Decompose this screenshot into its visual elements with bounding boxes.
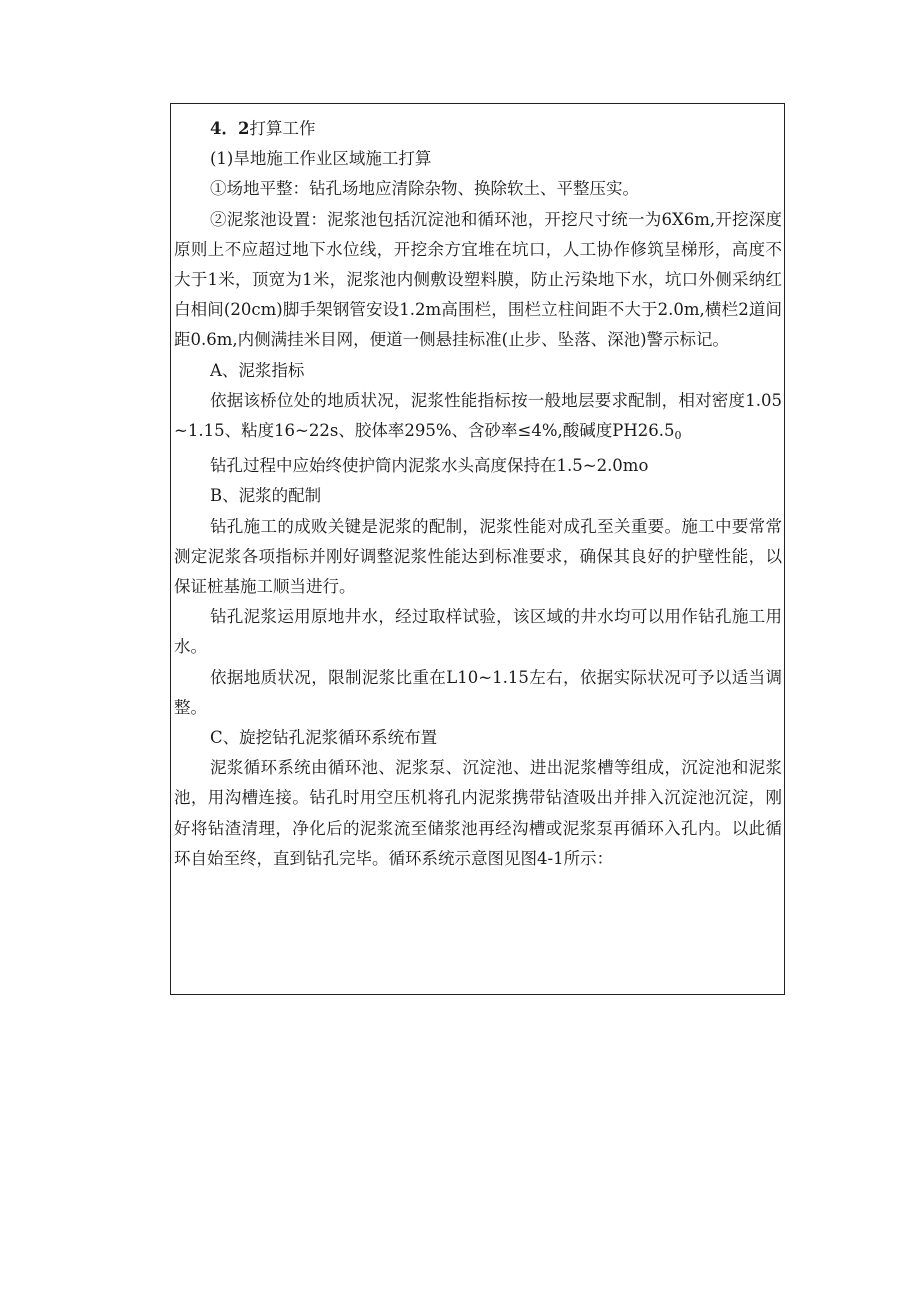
paragraph-site-leveling: ①场地平整：钻孔场地应清除杂物、换除软土、平整压实。 [210, 179, 639, 199]
section-number: 4．2 [210, 119, 250, 138]
mud-spec-subscript: 0 [674, 429, 682, 443]
document-frame [170, 103, 785, 995]
paragraph-dryland-plan: (1)旱地施工作业区域施工打算 [210, 149, 432, 169]
section-heading [174, 114, 782, 144]
paragraph-mud-pit-setup: ②泥浆池设置：泥浆池包括沉淀池和循环池，开挖尺寸统一为6X6m,开挖深度原则上不应超过地下水位线，开挖余方宜堆在坑口，人工协作修筑呈梯形，高度不大于1米，顶宽为1米，泥浆池内侧敷设塑料膜，防止污染地下水，坑口外侧采纳红白相间(20cm)脚手架钢管安设1.2m高围栏，围栏立柱间距不大于2.0m,横栏2道间距0.6m,内侧满挂米目网，便道一侧悬挂标准(止步、坠落、深池)警示标记。 [174, 209, 782, 350]
subheading-mud-preparation: B、泥浆的配制 [210, 486, 322, 506]
mud-spec-text: 依据该桥位处的地质状况，泥浆性能指标按一般地层要求配制，相对密度1.05~1.15、粘度16~22s、胶体率295%、含砂率≤4%,酸碱度PH26.5 [174, 390, 782, 441]
paragraph-mud-spec [174, 386, 782, 451]
document-content [174, 114, 782, 874]
paragraph-mud-key: 钻孔施工的成败关键是泥浆的配制，泥浆性能对成孔至关重要。施工中要常常测定泥浆各项指标并刚好调整泥浆性能达到标准要求，确保其良好的护壁性能，以保证桩基施工顺当进行。 [174, 516, 782, 597]
subheading-mud-indicators: A、泥浆指标 [210, 360, 305, 380]
paragraph-water-head: 钻孔过程中应始终使护筒内泥浆水头高度保持在1.5~2.0mo [210, 456, 649, 476]
paragraph-circulation-system: 泥浆循环系统由循环池、泥浆泵、沉淀池、进出泥浆槽等组成，沉淀池和泥浆池，用沟槽连接。钻孔时用空压机将孔内泥浆携带钻渣吸出并排入沉淀池沉淀，刚好将钻渣清理，净化后的泥浆流至储浆池再经沟槽或泥浆泵再循环入孔内。以此循环自始至终，直到钻孔完毕。循环系统示意图见图4-1所示： [174, 758, 782, 868]
paragraph-specific-gravity: 依据地质状况，限制泥浆比重在L10~1.15左右，依据实际状况可予以适当调整。 [174, 667, 782, 717]
section-title: 打算工作 [249, 119, 316, 138]
paragraph-well-water: 钻孔泥浆运用原地井水，经过取样试验，该区域的井水均可以用作钻孔施工用水。 [174, 607, 782, 657]
subheading-circulation-layout: C、旋挖钻孔泥浆循环系统布置 [210, 728, 438, 748]
